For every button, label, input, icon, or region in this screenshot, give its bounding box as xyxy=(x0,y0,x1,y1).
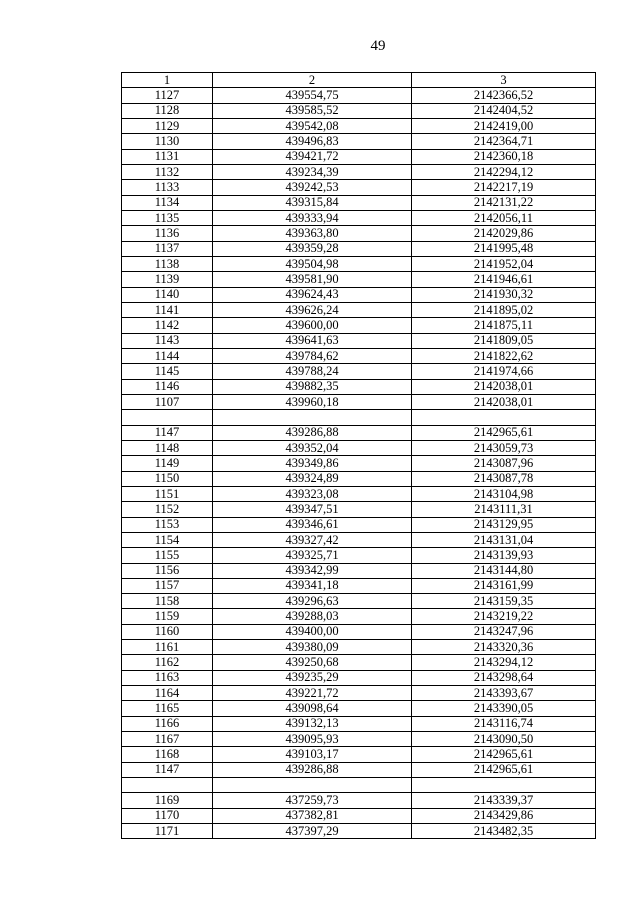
table-row xyxy=(122,502,596,517)
x-coordinate-cell xyxy=(213,410,412,425)
x-coordinate-cell: 439347,51 xyxy=(213,502,412,517)
point-number-cell: 1143 xyxy=(122,333,213,348)
table-row xyxy=(122,348,596,363)
point-number-cell: 1147 xyxy=(122,425,213,440)
y-coordinate-cell: 2141930,32 xyxy=(412,287,596,302)
y-coordinate-cell: 2143393,67 xyxy=(412,686,596,701)
x-coordinate-cell: 439296,63 xyxy=(213,594,412,609)
y-coordinate-cell: 2143219,22 xyxy=(412,609,596,624)
point-number-cell: 1142 xyxy=(122,318,213,333)
table-row xyxy=(122,701,596,716)
x-coordinate-cell: 439333,94 xyxy=(213,210,412,225)
point-number-cell: 1155 xyxy=(122,548,213,563)
point-number-cell: 1150 xyxy=(122,471,213,486)
point-number-cell: 1135 xyxy=(122,210,213,225)
y-coordinate-cell: 2143104,98 xyxy=(412,486,596,501)
point-number-cell: 1152 xyxy=(122,502,213,517)
table-row xyxy=(122,241,596,256)
table-row xyxy=(122,624,596,639)
x-coordinate-cell: 439600,00 xyxy=(213,318,412,333)
x-coordinate-cell: 439132,13 xyxy=(213,716,412,731)
x-coordinate-cell: 439624,43 xyxy=(213,287,412,302)
table-row xyxy=(122,532,596,547)
x-coordinate-cell: 439784,62 xyxy=(213,348,412,363)
point-number-cell xyxy=(122,778,213,793)
x-coordinate-cell: 439542,08 xyxy=(213,118,412,133)
table-row xyxy=(122,440,596,455)
table-row xyxy=(122,563,596,578)
point-number-cell: 1148 xyxy=(122,440,213,455)
x-coordinate-cell: 439095,93 xyxy=(213,732,412,747)
column-header-1: 1 xyxy=(122,73,213,88)
y-coordinate-cell: 2143144,80 xyxy=(412,563,596,578)
y-coordinate-cell: 2143482,35 xyxy=(412,824,596,839)
table-row xyxy=(122,164,596,179)
x-coordinate-cell: 439346,61 xyxy=(213,517,412,532)
y-coordinate-cell: 2143087,78 xyxy=(412,471,596,486)
point-number-cell: 1132 xyxy=(122,164,213,179)
point-number-cell: 1168 xyxy=(122,747,213,762)
point-number-cell: 1167 xyxy=(122,732,213,747)
point-number-cell: 1140 xyxy=(122,287,213,302)
y-coordinate-cell: 2143247,96 xyxy=(412,624,596,639)
x-coordinate-cell: 439421,72 xyxy=(213,149,412,164)
point-number-cell: 1157 xyxy=(122,578,213,593)
table-row xyxy=(122,88,596,103)
table-row xyxy=(122,210,596,225)
y-coordinate-cell: 2143059,73 xyxy=(412,440,596,455)
y-coordinate-cell: 2142038,01 xyxy=(412,379,596,394)
x-coordinate-cell: 439235,29 xyxy=(213,670,412,685)
point-number-cell: 1166 xyxy=(122,716,213,731)
y-coordinate-cell xyxy=(412,778,596,793)
table-row xyxy=(122,486,596,501)
point-number-cell: 1147 xyxy=(122,762,213,777)
x-coordinate-cell: 439288,03 xyxy=(213,609,412,624)
point-number-cell: 1154 xyxy=(122,532,213,547)
x-coordinate-cell: 439400,00 xyxy=(213,624,412,639)
point-number-cell: 1138 xyxy=(122,256,213,271)
x-coordinate-cell: 437259,73 xyxy=(213,793,412,808)
point-number-cell: 1127 xyxy=(122,88,213,103)
x-coordinate-cell: 439504,98 xyxy=(213,256,412,271)
x-coordinate-cell: 439554,75 xyxy=(213,88,412,103)
point-number-cell: 1156 xyxy=(122,563,213,578)
y-coordinate-cell: 2143390,05 xyxy=(412,701,596,716)
x-coordinate-cell: 439250,68 xyxy=(213,655,412,670)
y-coordinate-cell: 2143339,37 xyxy=(412,793,596,808)
point-number-cell: 1159 xyxy=(122,609,213,624)
point-number-cell: 1170 xyxy=(122,808,213,823)
point-number-cell: 1153 xyxy=(122,517,213,532)
y-coordinate-cell: 2141895,02 xyxy=(412,302,596,317)
x-coordinate-cell: 439286,88 xyxy=(213,425,412,440)
point-number-cell: 1133 xyxy=(122,180,213,195)
table-row xyxy=(122,456,596,471)
point-number-cell: 1151 xyxy=(122,486,213,501)
table-row xyxy=(122,793,596,808)
point-number-cell: 1163 xyxy=(122,670,213,685)
x-coordinate-cell: 439641,63 xyxy=(213,333,412,348)
point-number-cell: 1107 xyxy=(122,394,213,409)
point-number-cell: 1144 xyxy=(122,348,213,363)
table-row xyxy=(122,471,596,486)
table-row xyxy=(122,425,596,440)
y-coordinate-cell: 2141974,66 xyxy=(412,364,596,379)
page-number: 49 xyxy=(370,38,386,54)
column-header-3: 3 xyxy=(412,73,596,88)
table-row xyxy=(122,180,596,195)
table-row xyxy=(122,302,596,317)
point-number-cell: 1149 xyxy=(122,456,213,471)
table-row xyxy=(122,609,596,624)
y-coordinate-cell: 2143161,99 xyxy=(412,578,596,593)
table-row xyxy=(122,747,596,762)
point-number-cell: 1139 xyxy=(122,272,213,287)
x-coordinate-cell: 439325,71 xyxy=(213,548,412,563)
table-row xyxy=(122,134,596,149)
table-row xyxy=(122,256,596,271)
x-coordinate-cell: 439324,89 xyxy=(213,471,412,486)
table-row xyxy=(122,318,596,333)
table-row xyxy=(122,195,596,210)
x-coordinate-cell: 439341,18 xyxy=(213,578,412,593)
table-row xyxy=(122,686,596,701)
x-coordinate-cell: 439496,83 xyxy=(213,134,412,149)
y-coordinate-cell: 2143116,74 xyxy=(412,716,596,731)
point-number-cell: 1158 xyxy=(122,594,213,609)
y-coordinate-cell: 2142419,00 xyxy=(412,118,596,133)
y-coordinate-cell: 2143111,31 xyxy=(412,502,596,517)
y-coordinate-cell: 2142029,86 xyxy=(412,226,596,241)
y-coordinate-cell: 2142965,61 xyxy=(412,425,596,440)
y-coordinate-cell: 2141822,62 xyxy=(412,348,596,363)
table-row xyxy=(122,578,596,593)
x-coordinate-cell: 437397,29 xyxy=(213,824,412,839)
y-coordinate-cell: 2143129,95 xyxy=(412,517,596,532)
y-coordinate-cell: 2142294,12 xyxy=(412,164,596,179)
table-body xyxy=(122,88,596,839)
y-coordinate-cell: 2142038,01 xyxy=(412,394,596,409)
point-number-cell: 1129 xyxy=(122,118,213,133)
x-coordinate-cell: 439359,28 xyxy=(213,241,412,256)
point-number-cell: 1146 xyxy=(122,379,213,394)
x-coordinate-cell: 439585,52 xyxy=(213,103,412,118)
x-coordinate-cell: 439342,99 xyxy=(213,563,412,578)
point-number-cell: 1128 xyxy=(122,103,213,118)
table-row xyxy=(122,333,596,348)
x-coordinate-cell: 439626,24 xyxy=(213,302,412,317)
x-coordinate-cell: 439098,64 xyxy=(213,701,412,716)
point-number-cell: 1130 xyxy=(122,134,213,149)
x-coordinate-cell: 439315,84 xyxy=(213,195,412,210)
table-header-row xyxy=(122,73,596,88)
point-number-cell: 1160 xyxy=(122,624,213,639)
y-coordinate-cell: 2142366,52 xyxy=(412,88,596,103)
y-coordinate-cell: 2142965,61 xyxy=(412,762,596,777)
x-coordinate-cell: 439286,88 xyxy=(213,762,412,777)
y-coordinate-cell: 2141952,04 xyxy=(412,256,596,271)
table-row xyxy=(122,149,596,164)
point-number-cell: 1134 xyxy=(122,195,213,210)
point-number-cell: 1131 xyxy=(122,149,213,164)
point-number-cell: 1136 xyxy=(122,226,213,241)
table-row xyxy=(122,548,596,563)
table-row xyxy=(122,287,596,302)
column-header-2: 2 xyxy=(213,73,412,88)
y-coordinate-cell: 2143131,04 xyxy=(412,532,596,547)
table-row xyxy=(122,394,596,409)
y-coordinate-cell: 2143090,50 xyxy=(412,732,596,747)
x-coordinate-cell: 439103,17 xyxy=(213,747,412,762)
point-number-cell: 1165 xyxy=(122,701,213,716)
y-coordinate-cell: 2141875,11 xyxy=(412,318,596,333)
x-coordinate-cell: 439352,04 xyxy=(213,440,412,455)
y-coordinate-cell xyxy=(412,410,596,425)
point-number-cell: 1141 xyxy=(122,302,213,317)
x-coordinate-cell: 439380,09 xyxy=(213,640,412,655)
point-number-cell: 1169 xyxy=(122,793,213,808)
x-coordinate-cell: 437382,81 xyxy=(213,808,412,823)
table-row xyxy=(122,670,596,685)
point-number-cell xyxy=(122,410,213,425)
table-row xyxy=(122,594,596,609)
point-number-cell: 1161 xyxy=(122,640,213,655)
y-coordinate-cell: 2142360,18 xyxy=(412,149,596,164)
x-coordinate-cell: 439363,80 xyxy=(213,226,412,241)
x-coordinate-cell: 439323,08 xyxy=(213,486,412,501)
y-coordinate-cell: 2142056,11 xyxy=(412,210,596,225)
point-number-cell: 1162 xyxy=(122,655,213,670)
coordinates-table xyxy=(121,72,596,839)
table-row xyxy=(122,762,596,777)
y-coordinate-cell: 2142364,71 xyxy=(412,134,596,149)
x-coordinate-cell: 439349,86 xyxy=(213,456,412,471)
x-coordinate-cell: 439242,53 xyxy=(213,180,412,195)
y-coordinate-cell: 2141809,05 xyxy=(412,333,596,348)
x-coordinate-cell: 439327,42 xyxy=(213,532,412,547)
table-row xyxy=(122,118,596,133)
y-coordinate-cell: 2143139,93 xyxy=(412,548,596,563)
table-row xyxy=(122,379,596,394)
point-number-cell: 1164 xyxy=(122,686,213,701)
y-coordinate-cell: 2142217,19 xyxy=(412,180,596,195)
table-separator-row xyxy=(122,410,596,425)
x-coordinate-cell: 439581,90 xyxy=(213,272,412,287)
y-coordinate-cell: 2143298,64 xyxy=(412,670,596,685)
table-row xyxy=(122,103,596,118)
point-number-cell: 1171 xyxy=(122,824,213,839)
table-row xyxy=(122,364,596,379)
y-coordinate-cell: 2142131,22 xyxy=(412,195,596,210)
table-row xyxy=(122,272,596,287)
table-row xyxy=(122,808,596,823)
table-row xyxy=(122,517,596,532)
y-coordinate-cell: 2143159,35 xyxy=(412,594,596,609)
table-header xyxy=(122,73,596,88)
table-row xyxy=(122,716,596,731)
table-separator-row xyxy=(122,778,596,793)
x-coordinate-cell: 439960,18 xyxy=(213,394,412,409)
table-row xyxy=(122,732,596,747)
x-coordinate-cell: 439234,39 xyxy=(213,164,412,179)
y-coordinate-cell: 2141995,48 xyxy=(412,241,596,256)
y-coordinate-cell: 2141946,61 xyxy=(412,272,596,287)
point-number-cell: 1137 xyxy=(122,241,213,256)
y-coordinate-cell: 2143429,86 xyxy=(412,808,596,823)
x-coordinate-cell: 439221,72 xyxy=(213,686,412,701)
table-row xyxy=(122,640,596,655)
x-coordinate-cell: 439882,35 xyxy=(213,379,412,394)
point-number-cell: 1145 xyxy=(122,364,213,379)
x-coordinate-cell xyxy=(213,778,412,793)
y-coordinate-cell: 2143294,12 xyxy=(412,655,596,670)
y-coordinate-cell: 2142404,52 xyxy=(412,103,596,118)
y-coordinate-cell: 2142965,61 xyxy=(412,747,596,762)
table-row xyxy=(122,226,596,241)
y-coordinate-cell: 2143087,96 xyxy=(412,456,596,471)
table-row xyxy=(122,824,596,839)
x-coordinate-cell: 439788,24 xyxy=(213,364,412,379)
y-coordinate-cell: 2143320,36 xyxy=(412,640,596,655)
table-row xyxy=(122,655,596,670)
